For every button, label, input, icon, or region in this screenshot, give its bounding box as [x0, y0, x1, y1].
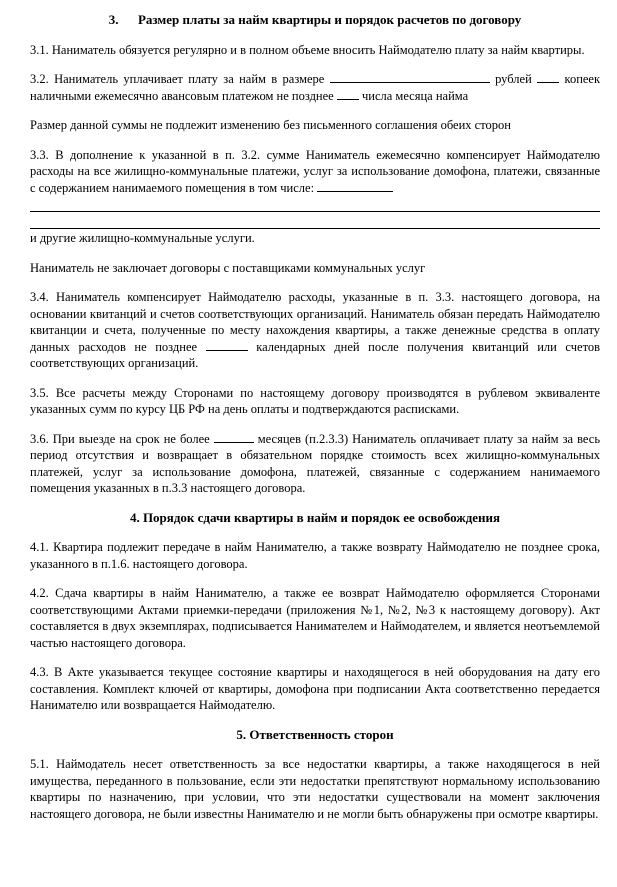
section-5-heading: 5. Ответственность сторон	[236, 726, 394, 742]
rent-amount-blank	[330, 71, 490, 83]
clause-3-4	[30, 289, 600, 372]
utilities-line-2	[30, 228, 600, 229]
clause-3-6-text-b: месяцев (п.2.3.3) Наниматель оплачивает плату за найм за весь период отсутствия и возвращает в обязательном порядке стоимость всех жилищно-коммунальных платежей, услуг за использование домофона, платежей, связанные с содержанием нанимаемого помещения указанных в п.3.3 настоящего договора.	[30, 431, 601, 495]
clause-3-6	[30, 431, 600, 497]
amount-fixed-note: Размер данной суммы не подлежит изменению без письменного соглашения обеих сторон	[30, 118, 511, 132]
section-3-number: 3.	[108, 12, 119, 27]
clause-3-3	[30, 147, 600, 197]
clause-3-2-text-c: копеек наличными ежемесячно авансовым платежом не позднее	[30, 72, 601, 103]
section-3-title: Размер платы за найм квартиры и порядок расчетов по договору	[137, 12, 522, 27]
clause-5-1: 5.1. Наймодатель несет ответственность за все недостатки квартиры, а также находящегося в ней имущества, переданного в пользование, если эти недостатки препятствуют нормальному использованию квартиры по назначению, при условии, что эти недостатки существовали на момент заключения настоящего договора, не были известны Нанимателю и не могли быть обнаружены при осмотре квартиры.	[30, 757, 600, 821]
utilities-line-1	[30, 211, 600, 212]
kopecks-blank	[537, 71, 559, 83]
clause-3-2-text-b: рублей	[495, 72, 532, 86]
clause-3-3-text-a: 3.3. В дополнение к указанной в п. 3.2. сумме Наниматель ежемесячно компенсирует Наймодателю расходы на все жилищно-коммунальные платежи, услуг за использование домофона, платежи, связанные с содержанием нанимаемого помещения в том числе:	[30, 147, 600, 195]
utilities-list-blank	[317, 180, 393, 192]
clause-3-1: 3.1. Наниматель обязуется регулярно и в полном объеме вносить Наймодателю плату за найм квартиры.	[30, 42, 585, 57]
clause-3-2-text-d: числа месяца найма	[361, 88, 469, 103]
days-blank	[206, 339, 248, 351]
clause-4-3: 4.3. В Акте указывается текущее состояние квартиры и находящегося в ней оборудования на дату его составления. Комплект ключей от квартиры, домофона при подписании Акта соответственно передается Нанимателю или возвращается Наймодателю.	[30, 665, 600, 712]
clause-3-5: 3.5. Все расчеты между Сторонами по настоящему договору производятся в рублевом эквиваленте указанных сумм по курсу ЦБ РФ на день оплаты и подтверждаются расписками.	[30, 385, 600, 416]
clause-3-2	[30, 71, 600, 104]
clause-3-6-text-a: 3.6. При выезде на срок не более	[30, 431, 210, 446]
clause-3-3-end: и другие жилищно-коммунальные услуги.	[30, 231, 255, 245]
clause-3-4-text-b: календарных дней после получения квитанций или счетов соответствующих организаций.	[30, 339, 601, 370]
clause-4-2: 4.2. Сдача квартиры в найм Нанимателю, а также ее возврат Наймодателю оформляется Сторонами соответствующими Актами приемки-передачи (приложения №1, №2, №3 к настоящему договору). Акт составляется в двух экземплярах, подписывается Нанимателем и Наймодателем, и является неотъемлемой частью настоящего договора.	[30, 586, 600, 650]
section-3-heading	[30, 12, 600, 29]
section-4-heading: 4. Порядок сдачи квартиры в найм и порядок ее освобождения	[129, 509, 501, 525]
clause-3-4-text-a: 3.4. Наниматель компенсирует Наймодателю расходы, указанные в п. 3.3. настоящего договора, на основании квитанций и счетов соответствующих организаций. Наниматель обязан передать Наймодателю квитанции и счета, полученные по месту нахождения квартиры, а также денежные средства в оплату данных расходов не позднее	[30, 290, 600, 354]
payment-day-blank	[337, 88, 359, 100]
clause-3-2-text-a: 3.2. Наниматель уплачивает плату за найм в размере	[30, 72, 325, 86]
no-utility-contracts-note: Наниматель не заключает договоры с поставщиками коммунальных услуг	[30, 260, 426, 275]
clause-4-1: 4.1. Квартира подлежит передаче в найм Нанимателю, а также возврату Наймодателю не позднее срока, указанного в п.1.6. настоящего договора.	[30, 540, 600, 571]
contract-page	[30, 12, 600, 822]
months-blank	[214, 431, 254, 443]
